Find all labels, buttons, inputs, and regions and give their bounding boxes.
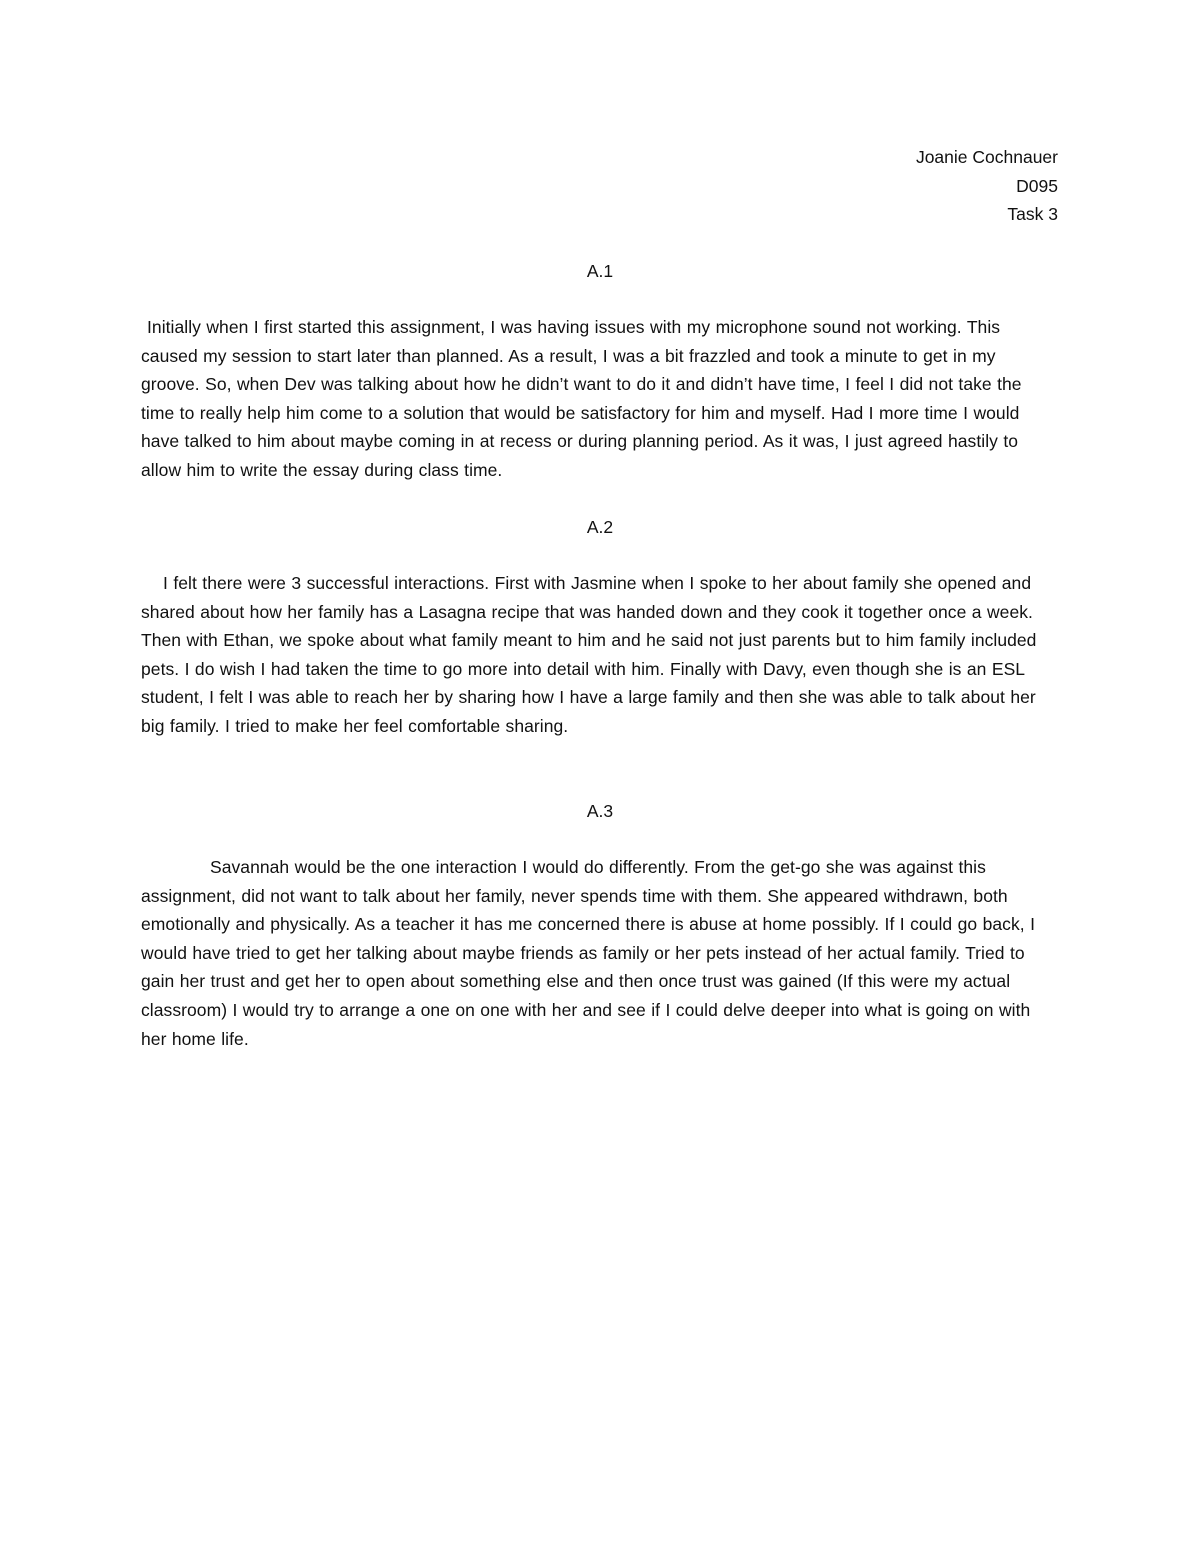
section-body-a1 bbox=[141, 313, 1059, 485]
course-code: D095 bbox=[1016, 175, 1058, 196]
author-name: Joanie Cochnauer bbox=[915, 147, 1058, 167]
section-heading-a1: A.1 bbox=[586, 261, 614, 281]
paragraph-text: Initially when I first started this assignment, I was having issues with my microphone sound not working. This caused my session to start later than planned. As a result, I was a bit frazzled and took a minute to get in my groove. So, when Dev was talking about how he didn’t want to do it and didn’t have time, I feel I did not take the time to really help him come to a solution that would be satisfactory for him and myself. Had I more time I would have talked to him about maybe coming in at recess or during planning period. As it was, I just agreed hastily to allow him to write the essay during class time. bbox=[141, 317, 1022, 480]
section-body-a3 bbox=[141, 853, 1059, 1053]
section-heading-a2: A.2 bbox=[586, 517, 614, 537]
paragraph-text: Savannah would be the one interaction I would do differently. From the get-go she was against this assignment, did not want to talk about her family, never spends time with them. She appeared withdrawn, both emotionally and physically. As a teacher it has me concerned there is abuse at home possibly. If I could go back, I would have tried to get her talking about maybe friends as family or her pets instead of her actual family. Tried to gain her trust and get her to open about something else and then once trust was gained (If this were my actual classroom) I would try to arrange a one on one with her and see if I could delve deeper into what is going on with her home life. bbox=[141, 857, 1035, 1049]
section-body-a2 bbox=[141, 569, 1059, 741]
paragraph-text: I felt there were 3 successful interactions. First with Jasmine when I spoke to her about family she opened and shared about how her family has a Lasagna recipe that was handed down and they cook it together once a week. Then with Ethan, we spoke about what family meant to him and he said not just parents but to him family included pets. I do wish I had taken the time to go more into detail with him. Finally with Davy, even though she is an ESL student, I felt I was able to reach her by sharing how I have a large family and then she was able to talk about her big family. I tried to make her feel comfortable sharing. bbox=[141, 573, 1037, 736]
task-label: Task 3 bbox=[1007, 204, 1058, 225]
section-heading-a3: A.3 bbox=[586, 801, 614, 821]
document-header bbox=[916, 143, 1058, 229]
